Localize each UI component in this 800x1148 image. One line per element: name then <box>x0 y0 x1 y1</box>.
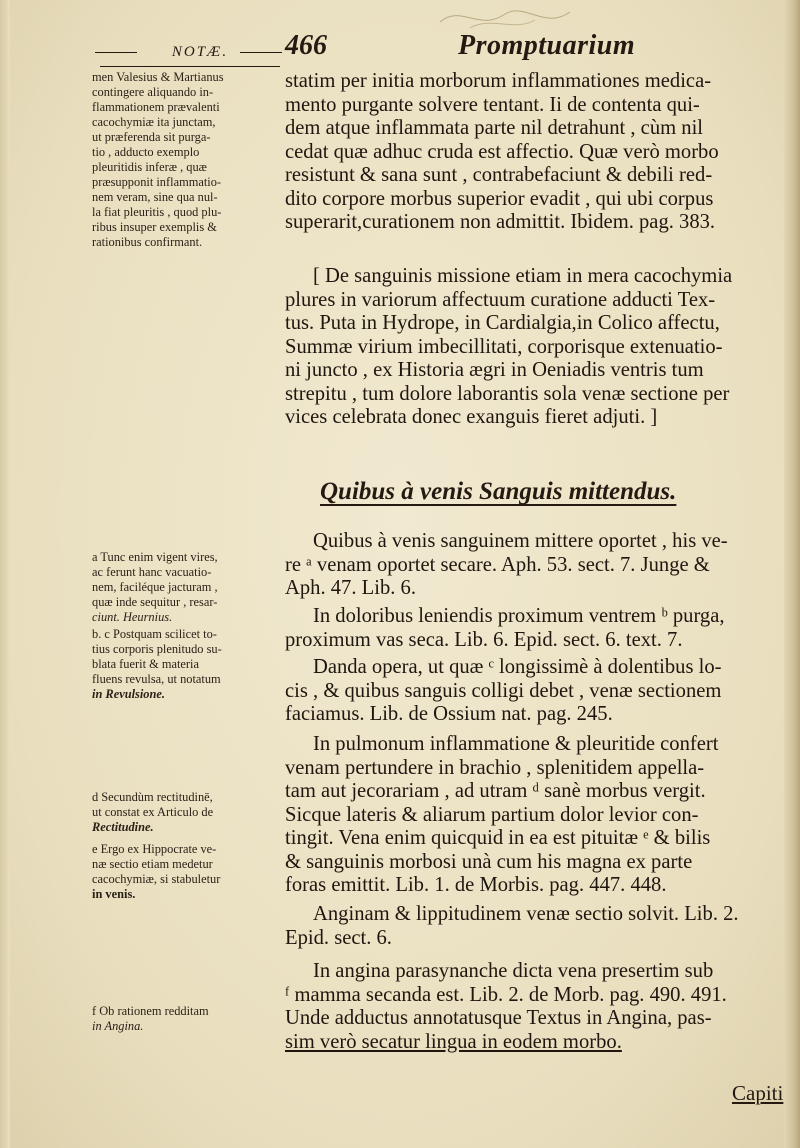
text-line: vices celebrata donec exanguis fieret adjuti. ] <box>285 406 658 428</box>
header-rule-under <box>100 66 280 67</box>
notae-header: NOTÆ. <box>171 44 229 60</box>
margin-note-top <box>92 70 280 250</box>
text-line: strepitu , tum dolore laborantis sola venæ sectione per <box>285 382 730 405</box>
margin-line: d Secundùm rectitudinē, <box>92 790 213 804</box>
text-line: ᶠ mamma secanda est. Lib. 2. de Morb. pag. 490. 491. <box>285 983 727 1006</box>
margin-line: in venis. <box>92 887 136 901</box>
margin-line: blata fuerit & materia <box>92 657 199 671</box>
text-line: foras emittit. Lib. 1. de Morbis. pag. 447. 448. <box>285 874 667 896</box>
paragraph-1 <box>285 70 777 235</box>
text-line: tam aut jecorariam , ad utram ᵈ sanè morbus vergit. <box>285 780 706 802</box>
page-gutter <box>0 0 10 1148</box>
catchword: Capiti <box>732 1081 784 1105</box>
text-line: plures in variorum affectuum curatione adducti Tex- <box>285 288 716 311</box>
margin-line: ribus insuper exemplis & <box>92 220 217 234</box>
margin-line: Rectitudine. <box>92 820 154 834</box>
margin-line: nem, faciléque jacturam , <box>92 580 218 594</box>
text-line: ni juncto , ex Historia ægri in Oeniadis ventris tum <box>285 359 704 381</box>
text-line: statim per initia morborum inflammationes medica- <box>285 70 712 92</box>
margin-line: la fiat pleuritis , quod plu- <box>92 205 222 219</box>
text-line: tus. Puta in Hydrope, in Cardialgia,in Colico affectu, <box>285 312 720 334</box>
text-line: In doloribus leniendis proximum ventrem ᵇ purga, <box>313 605 725 627</box>
text-line: resistunt & sana sunt , contrabefaciunt & debili red- <box>285 164 713 186</box>
text-line: cedat quæ adhuc cruda est affectio. Quæ verò morbo <box>285 140 719 163</box>
margin-line: quæ inde sequitur , resar- <box>92 595 218 609</box>
margin-line: e Ergo ex Hippocrate ve- <box>92 842 217 856</box>
margin-line: in Revulsione. <box>92 687 165 701</box>
text-line: faciamus. Lib. de Ossium nat. pag. 245. <box>285 703 613 725</box>
text-line: [ De sanguinis missione etiam in mera cacochymia <box>313 265 733 287</box>
margin-line: ut præferenda sit purga- <box>92 130 211 144</box>
text-line: dito corpore morbus superior evadit , qui ubi corpus <box>285 187 714 210</box>
page-edge <box>784 0 800 1148</box>
text-line: venam pertundere in brachio , splenitidem appella- <box>285 756 705 779</box>
margin-note-d <box>92 790 280 835</box>
margin-line: cacochymiæ, si stabuletur <box>92 872 221 886</box>
paragraph-5 <box>285 656 777 727</box>
text-line: Sicque lateris & aliarum partium dolor levior con- <box>285 803 699 826</box>
text-line: Aph. 47. Lib. 6. <box>285 577 416 599</box>
text-line: dem atque inflammata parte nil detrahunt , cùm nil <box>285 117 704 139</box>
margin-line: tius corporis plenitudo su- <box>92 642 222 656</box>
margin-line: næ sectio etiam medetur <box>92 857 213 871</box>
paragraph-4 <box>285 605 777 652</box>
text-line: mento purgante solvere tentant. Ii de contenta qui- <box>285 93 700 116</box>
text-line: In angina parasynanche dicta vena presertim sub <box>313 960 714 982</box>
text-line: Epid. sect. 6. <box>285 926 392 949</box>
margin-line: ac ferunt hanc vacuatio- <box>92 565 212 579</box>
text-line: superarit,curationem non admittit. Ibidem. pag. 383. <box>285 211 716 233</box>
margin-line: in Angina. <box>92 1019 144 1033</box>
paragraph-2 <box>285 265 777 430</box>
margin-note-a <box>92 550 280 625</box>
margin-line: men Valesius & Martianus <box>92 70 224 84</box>
margin-line: ciunt. Heurnius. <box>92 610 173 624</box>
page-number: 466 <box>285 30 327 61</box>
text-line: Anginam & lippitudinem venæ sectio solvit. Lib. 2. <box>313 903 739 925</box>
margin-line: ut constat ex Articulo de <box>92 805 214 819</box>
text-line: Summæ virium imbecillitati, corporisque extenuatio- <box>285 335 723 358</box>
text-line: In pulmonum inflammatione & pleuritide confert <box>313 733 719 755</box>
paragraph-8 <box>285 960 777 1054</box>
text-line: tingit. Vena enim quicquid in ea est pituitæ ᵉ & bilis <box>285 827 711 849</box>
margin-line: fluens revulsa, ut notatum <box>92 672 221 686</box>
margin-line: flammationem prævalenti <box>92 100 220 114</box>
text-line: sim verò secatur lingua in eodem morbo. <box>285 1030 622 1053</box>
text-line: Unde adductus annotatusque Textus in Angina, pas- <box>285 1007 712 1029</box>
text-line: re ᵃ venam oportet secare. Aph. 53. sect. 7. Junge & <box>285 553 710 576</box>
margin-line: tio , adducto exemplo <box>92 145 200 159</box>
margin-line: nem veram, sine qua nul- <box>92 190 218 204</box>
text-line: Danda opera, ut quæ ᶜ longissimè à dolentibus lo- <box>313 656 722 678</box>
paragraph-7 <box>285 903 777 950</box>
margin-line: b. c Postquam scilicet to- <box>92 627 217 641</box>
paragraph-3 <box>285 530 777 601</box>
margin-line: f Ob rationem redditam <box>92 1004 209 1018</box>
text-line: & sanguinis morbosi unà cum his magna ex parte <box>285 850 693 873</box>
margin-note-f <box>92 1004 280 1034</box>
margin-note-e <box>92 842 280 902</box>
margin-line: cacochymiæ ita junctam, <box>92 115 216 129</box>
margin-line: rationibus confirmant. <box>92 235 203 249</box>
text-line: cis , & quibus sanguis colligi debet , venæ sectionem <box>285 679 722 702</box>
margin-line: a Tunc enim vigent vires, <box>92 550 218 564</box>
text-line: Quibus à venis sanguinem mittere oportet , his ve- <box>313 530 728 552</box>
running-title: Promptuarium <box>458 30 636 61</box>
margin-line: contingere aliquando in- <box>92 85 214 99</box>
margin-note-b <box>92 627 280 702</box>
paragraph-6 <box>285 733 777 898</box>
margin-line: præsupponit inflammatio- <box>92 175 222 189</box>
margin-line: pleuritidis inferæ , quæ <box>92 160 207 174</box>
text-line: proximum vas seca. Lib. 6. Epid. sect. 6. text. 7. <box>285 628 683 651</box>
section-heading: Quibus à venis Sanguis mittendus. <box>320 478 677 505</box>
